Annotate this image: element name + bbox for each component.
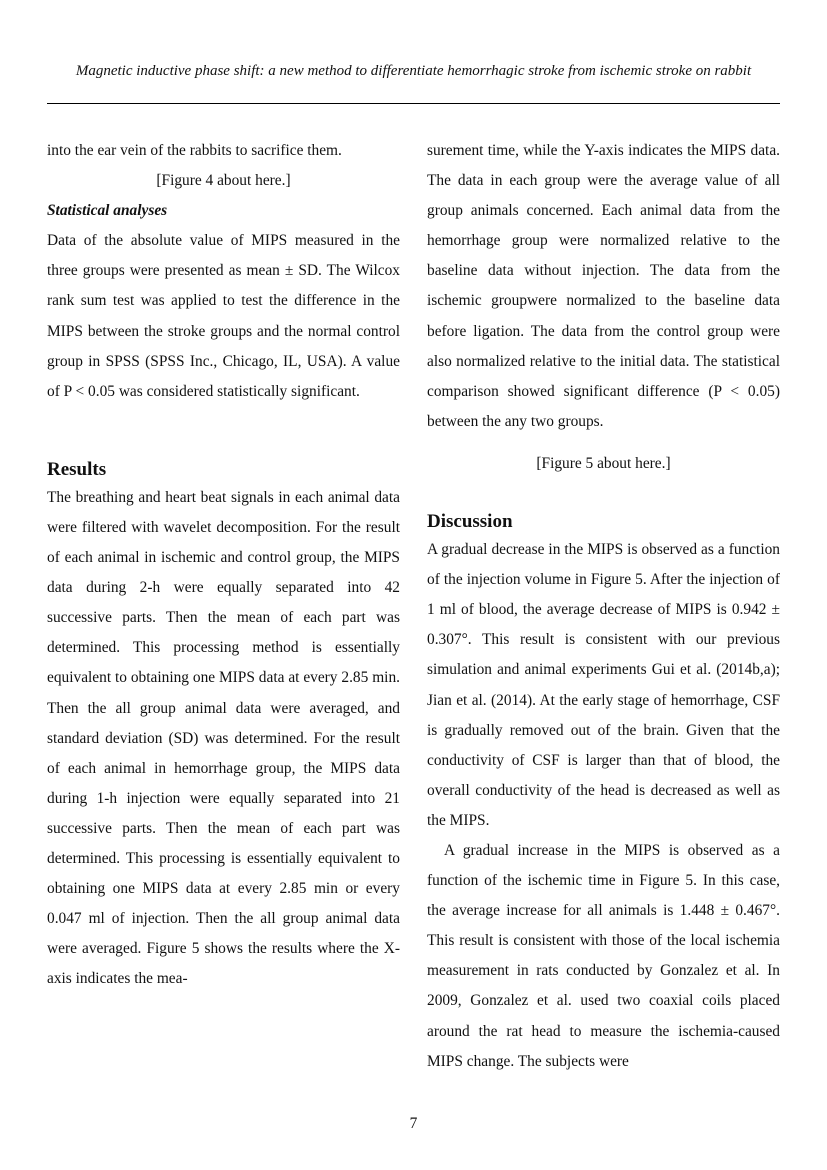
figure-4-placeholder: [Figure 4 about here.] (156, 172, 291, 190)
discussion-heading: Discussion (427, 511, 513, 533)
right-column (427, 136, 780, 1077)
discussion-paragraph-1: A gradual decrease in the MIPS is observed as a function of the injection volume in Figure 5. After the injection of 1 ml of blood, the average decrease of MIPS is 0.942 ± 0.307°. This result is consistent with our previous simulation and animal experiments Gui et al. (2014b,a); Jian et al. (2014). At the early stage of hemorrhage, CSF is gradually removed out of the brain. Given that the conductivity of CSF is larger than that of blood, the overall conductivity of the head is decreased as well as the MIPS. (427, 541, 780, 829)
statistical-analyses-paragraph: Data of the absolute value of MIPS measured in the three groups were presented as mean ± SD. The Wilcox rank sum test was applied to test the difference in the MIPS between the stroke groups and the normal control group in SPSS (SPSS Inc., Chicago, IL, USA). A value of P < 0.05 was considered statistically significant. (47, 232, 400, 400)
left-column (47, 136, 400, 994)
page-number: 7 (409, 1115, 418, 1132)
statistical-analyses-heading: Statistical analyses (47, 202, 168, 220)
figure-5-placeholder: [Figure 5 about here.] (536, 454, 671, 472)
paragraph-continued: into the ear vein of the rabbits to sacrifice them. (47, 142, 342, 159)
discussion-paragraph-2: A gradual increase in the MIPS is observed as a function of the ischemic time in Figure 5. In this case, the average increase for all animals is 1.448 ± 0.467°. This result is consistent with those of the local ischemia measurement in rats conducted by Gonzalez et al. In 2009, Gonzalez et al. used two coaxial coils placed around the rat head to measure the ischemia-caused MIPS change. The subjects were (427, 841, 780, 1070)
results-heading: Results (47, 458, 107, 480)
header-rule (47, 103, 780, 104)
results-paragraph-continued: surement time, while the Y-axis indicates the MIPS data. The data in each group were the average value of all group animals concerned. Each animal data from the hemorrhage group were normalized relative to the baseline data without injection. The data from the ischemic groupwere normalized to the baseline data before ligation. The data from the control group were also normalized relative to the initial data. The statistical comparison showed significant difference (P < 0.05) between the any two groups. (427, 142, 780, 430)
running-header: Magnetic inductive phase shift: a new method to differentiate hemorrhagic stroke from ischemic stroke on rabbit (75, 63, 752, 79)
results-paragraph: The breathing and heart beat signals in each animal data were filtered with wavelet decomposition. For the result of each animal in ischemic and control group, the MIPS data during 2-h were equally separated into 42 successive parts. Then the mean of each part was determined. This processing method is essentially equivalent to obtaining one MIPS data at every 2.85 min. Then the all group animal data were averaged, and standard deviation (SD) was determined. For the result of each animal in hemorrhage group, the MIPS data during 1-h injection were equally separated into 21 successive parts. Then the mean of each part was determined. This processing is essentially equivalent to obtaining one MIPS data at every 2.85 min or every 0.047 ml of injection. Then the all group animal data were averaged. Figure 5 shows the results where the X-axis indicates the mea- (47, 488, 400, 988)
